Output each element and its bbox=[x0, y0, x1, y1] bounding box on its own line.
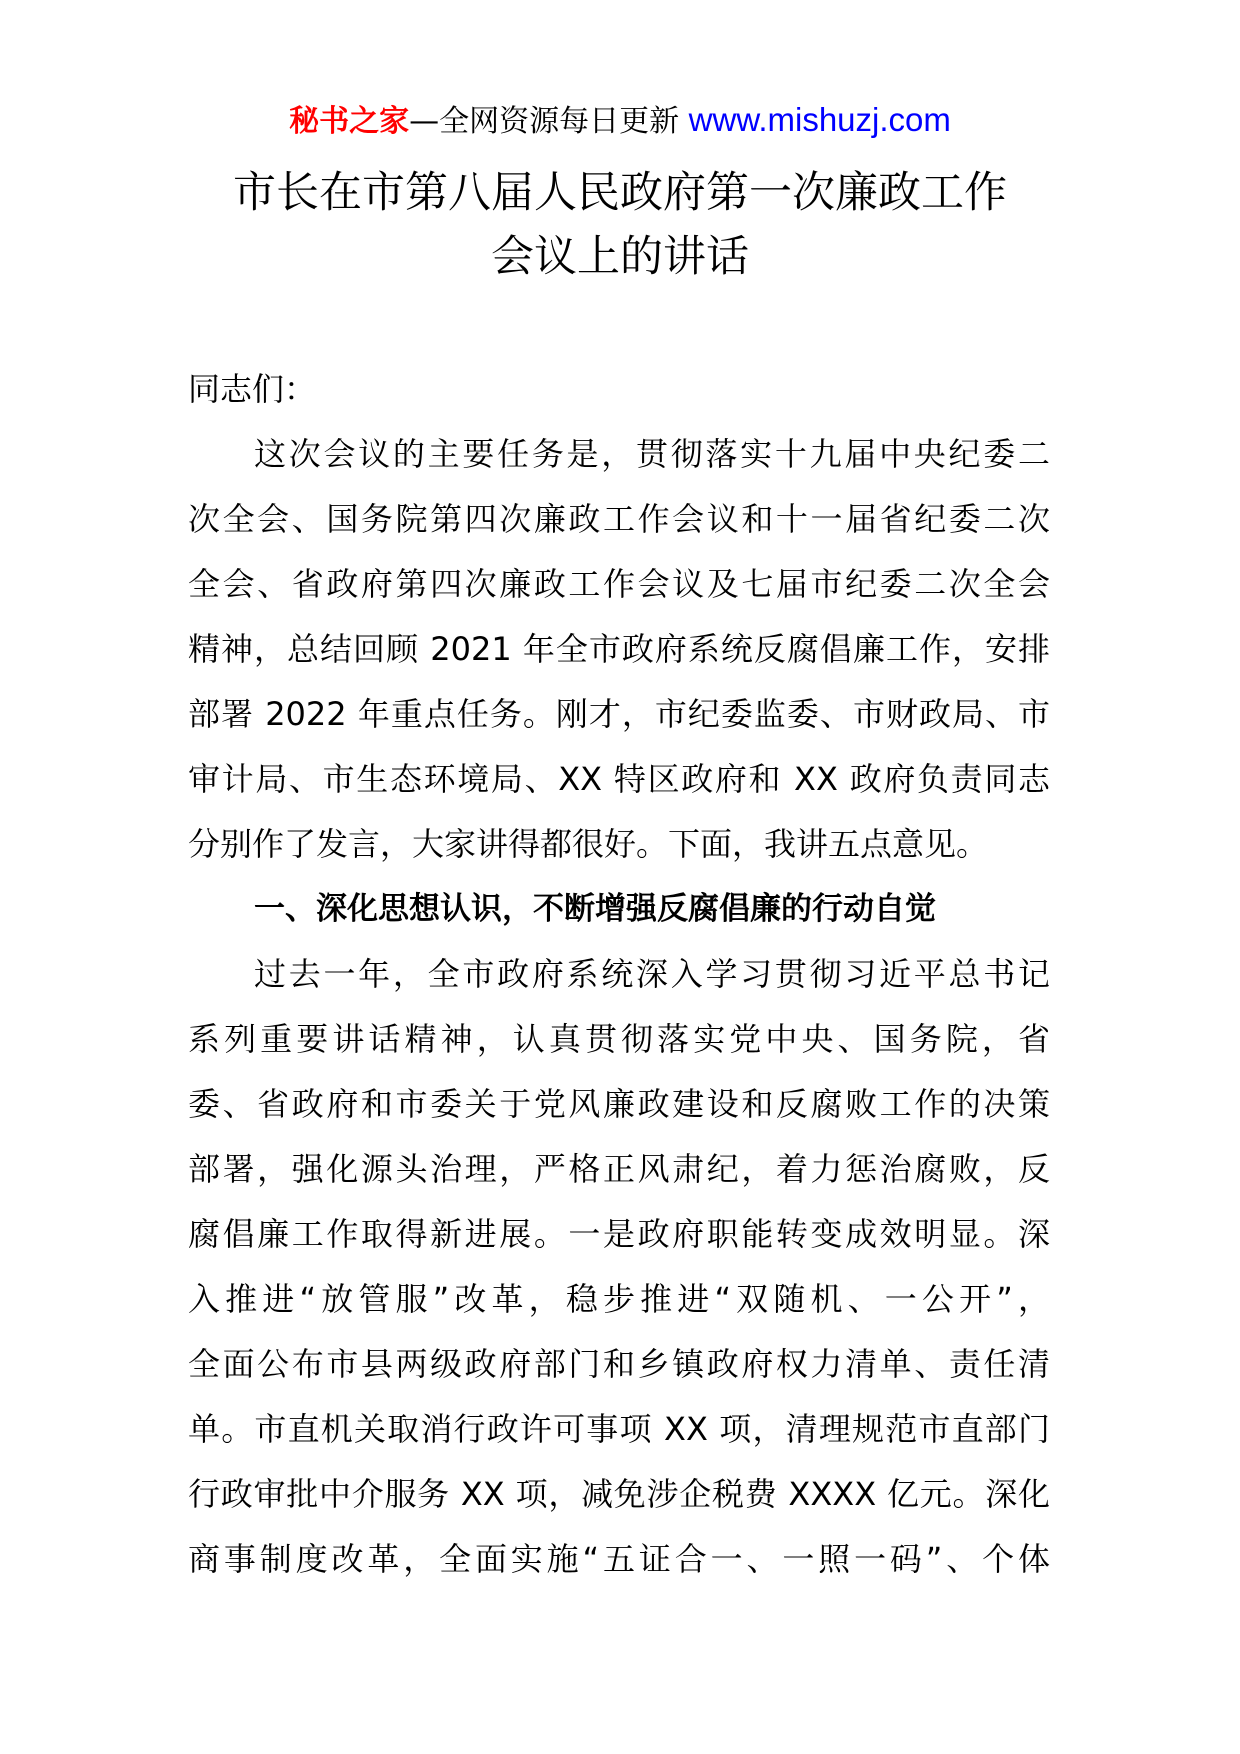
text-line: 系列重要讲话精神，认真贯彻落实党中央、国务院，省 bbox=[188, 1020, 1050, 1058]
text-line: 入推进“放管服”改革，稳步推进“双随机、一公开”， bbox=[188, 1280, 1050, 1318]
text-line: 委、省政府和市委关于党风廉政建设和反腐败工作的决策 bbox=[188, 1085, 1050, 1123]
text-line: 部署 2022 年重点任务。刚才，市纪委监委、市财政局、市 bbox=[188, 695, 1050, 733]
text-line: 单。市直机关取消行政许可事项 XX 项，清理规范市直部门 bbox=[188, 1410, 1050, 1448]
text-line: 商事制度改革，全面实施“五证合一、一照一码”、个体 bbox=[188, 1540, 1050, 1578]
text-line: 分别作了发言，大家讲得都很好。下面，我讲五点意见。 bbox=[188, 825, 989, 863]
text-line: 次全会、国务院第四次廉政工作会议和十一届省纪委二次 bbox=[188, 500, 1050, 538]
text-line: 这次会议的主要任务是，贯彻落实十九届中央纪委二 bbox=[254, 435, 1050, 473]
text-line: 过去一年，全市政府系统深入学习贯彻习近平总书记 bbox=[254, 955, 1050, 993]
text-line: 审计局、市生态环境局、XX 特区政府和 XX 政府负责同志 bbox=[188, 760, 1050, 798]
document-title-line-1: 市长在市第八届人民政府第一次廉政工作 bbox=[233, 168, 1007, 218]
banner-tagline: —全网资源每日更新 bbox=[409, 104, 689, 139]
text-line: 腐倡廉工作取得新进展。一是政府职能转变成效明显。深 bbox=[188, 1215, 1050, 1253]
document-title-line-2: 会议上的讲话 bbox=[491, 232, 749, 282]
text-line: 行政审批中介服务 XX 项，减免涉企税费 XXXX 亿元。深化 bbox=[188, 1475, 1050, 1513]
text-line: 部署，强化源头治理，严格正风肃纪，着力惩治腐败，反 bbox=[188, 1150, 1050, 1188]
text-line: 精神，总结回顾 2021 年全市政府系统反腐倡廉工作，安排 bbox=[188, 630, 1050, 668]
salutation: 同志们： bbox=[188, 370, 317, 408]
brand-name: 秘书之家 bbox=[289, 104, 410, 139]
section-heading: 一、深化思想认识，不断增强反腐倡廉的行动自觉 bbox=[254, 891, 936, 927]
text-line: 全面公布市县两级政府部门和乡镇政府权力清单、责任清 bbox=[188, 1345, 1050, 1383]
site-url-link[interactable]: www.mishuzj.com bbox=[688, 101, 951, 138]
site-banner bbox=[0, 100, 1240, 142]
document-body bbox=[188, 357, 1050, 1592]
text-line: 全会、省政府第四次廉政工作会议及七届市纪委二次全会 bbox=[188, 565, 1050, 603]
